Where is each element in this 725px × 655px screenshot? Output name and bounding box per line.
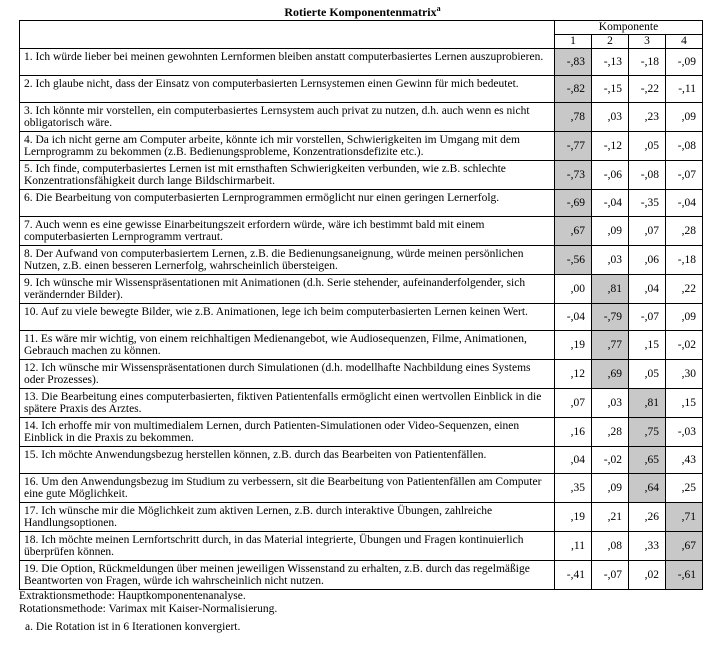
table-row <box>20 49 703 76</box>
loading-value-component-3: -,18 <box>629 49 666 76</box>
table-row <box>20 331 703 360</box>
item-text: 11. Es wäre mir wichtig, von einem reichhaltigen Medienangebot, wie Audiosequenzen, Filme, Animationen, Gebrauch machen zu können. <box>20 331 555 360</box>
loading-value-component-2: ,03 <box>592 389 629 418</box>
loading-value-component-2: ,03 <box>592 103 629 132</box>
loading-value-component-4: ,15 <box>666 389 703 418</box>
loading-value-component-1: ,19 <box>555 331 592 360</box>
loading-value-component-2: -,15 <box>592 76 629 103</box>
loading-value-component-2: ,09 <box>592 217 629 246</box>
loading-value-component-4: -,11 <box>666 76 703 103</box>
table-row <box>20 246 703 275</box>
item-text: 2. Ich glaube nicht, dass der Einsatz von computerbasierten Lernsystemen einen Gewinn für mich bedeutet. <box>20 76 555 103</box>
loading-value-component-1: ,07 <box>555 389 592 418</box>
item-text: 17. Ich wünsche mir die Möglichkeit zum aktiven Lernen, z.B. durch interaktive Übungen, zahlreiche Handlungsoptionen. <box>20 503 555 532</box>
loading-value-component-1: -,41 <box>555 561 592 590</box>
loading-value-component-4: -,07 <box>666 161 703 190</box>
item-text: 10. Auf zu viele bewegte Bilder, wie z.B. Animationen, lege ich beim computerbasierten Lernen keinen Wert. <box>20 304 555 331</box>
loading-value-component-1: -,82 <box>555 76 592 103</box>
table-title-footnote-marker: a <box>436 4 441 13</box>
loading-value-component-1: -,56 <box>555 246 592 275</box>
loading-value-component-3: ,04 <box>629 275 666 304</box>
loading-value-component-1: ,00 <box>555 275 592 304</box>
loading-value-component-3: -,22 <box>629 76 666 103</box>
loading-value-component-1: ,78 <box>555 103 592 132</box>
loading-value-component-2: ,28 <box>592 418 629 447</box>
loading-value-component-2: -,06 <box>592 161 629 190</box>
loading-value-component-3: ,33 <box>629 532 666 561</box>
table-row <box>20 561 703 590</box>
table-row <box>20 447 703 474</box>
item-text: 18. Ich möchte meinen Lernfortschritt durch, in das Material integrierte, Übungen und Fragen kontinuierlich überprüfen können. <box>20 532 555 561</box>
component-column-header-2: 2 <box>592 35 629 49</box>
item-text: 9. Ich wünsche mir Wissenspräsentationen mit Animationen (d.h. Serie stehender, aufeinanderfolgender, sich verändernder Bilder). <box>20 275 555 304</box>
loading-value-component-4: -,04 <box>666 190 703 217</box>
loading-value-component-1: ,04 <box>555 447 592 474</box>
item-text: 6. Die Bearbeitung von computerbasierten Lernprogrammen ermöglicht nur einen geringen Lernerfolg. <box>20 190 555 217</box>
table-row <box>20 389 703 418</box>
item-text: 13. Die Bearbeitung eines computerbasierten, fiktiven Patientenfalls ermöglicht einen wertvollen Einblick in die spätere Praxis des Arztes. <box>20 389 555 418</box>
table-row <box>20 275 703 304</box>
header-empty-cell <box>20 21 555 49</box>
table-title <box>0 2 725 19</box>
loading-value-component-4: -,61 <box>666 561 703 590</box>
loading-value-component-4: -,08 <box>666 132 703 161</box>
loading-value-component-1: -,77 <box>555 132 592 161</box>
table-row <box>20 132 703 161</box>
item-text: 12. Ich wünsche mir Wissenspräsentationen durch Simulationen (d.h. modellhafte Nachbildung eines Systems oder Prozesses). <box>20 360 555 389</box>
table-row <box>20 103 703 132</box>
loading-value-component-2: ,09 <box>592 474 629 503</box>
loading-value-component-4: ,25 <box>666 474 703 503</box>
component-matrix-table <box>19 20 703 590</box>
loading-value-component-3: ,26 <box>629 503 666 532</box>
loading-value-component-4: ,09 <box>666 304 703 331</box>
table-row <box>20 360 703 389</box>
table-row <box>20 532 703 561</box>
loading-value-component-2: -,02 <box>592 447 629 474</box>
loading-value-component-1: ,19 <box>555 503 592 532</box>
extraction-method-note: Extraktionsmethode: Hauptkomponentenanalyse. <box>19 590 246 602</box>
item-text: 3. Ich könnte mir vorstellen, ein computerbasiertes Lernsystem auch privat zu nutzen, d.h. auch wenn es nicht obligatorisch wäre. <box>20 103 555 132</box>
rotation-method-note: Rotationsmethode: Varimax mit Kaiser-Normalisierung. <box>19 603 278 615</box>
loading-value-component-1: -,73 <box>555 161 592 190</box>
loading-value-component-3: -,08 <box>629 161 666 190</box>
loading-value-component-2: -,07 <box>592 561 629 590</box>
loading-value-component-2: ,08 <box>592 532 629 561</box>
loading-value-component-2: -,12 <box>592 132 629 161</box>
loading-value-component-3: ,02 <box>629 561 666 590</box>
loading-value-component-3: ,06 <box>629 246 666 275</box>
item-text: 5. Ich finde, computerbasiertes Lernen ist mit ernsthaften Schwierigkeiten verbunden, wie z.B. schlechte Konzentrationsfähigkeit durch lange Bildschirmarbeit. <box>20 161 555 190</box>
loading-value-component-4: -,09 <box>666 49 703 76</box>
loading-value-component-3: ,05 <box>629 360 666 389</box>
matrix-body <box>20 49 703 590</box>
loading-value-component-4: ,28 <box>666 217 703 246</box>
item-text: 15. Ich möchte Anwendungsbezug herstellen können, z.B. durch das Bearbeiten von Patientenfällen. <box>20 447 555 474</box>
loading-value-component-3: ,23 <box>629 103 666 132</box>
loading-value-component-2: -,04 <box>592 190 629 217</box>
loading-value-component-3: ,81 <box>629 389 666 418</box>
table-row <box>20 76 703 103</box>
loading-value-component-3: ,75 <box>629 418 666 447</box>
table-row <box>20 217 703 246</box>
item-text: 1. Ich würde lieber bei meinen gewohnten Lernformen bleiben anstatt computerbasiertes Lernen auszuprobieren. <box>20 49 555 76</box>
loading-value-component-1: ,67 <box>555 217 592 246</box>
loading-value-component-1: -,69 <box>555 190 592 217</box>
loading-value-component-2: ,81 <box>592 275 629 304</box>
loading-value-component-4: ,09 <box>666 103 703 132</box>
item-text: 7. Auch wenn es eine gewisse Einarbeitungszeit erfordern würde, wäre ich bestimmt bald mit einem computerbasierten Lernprogramm vertraut. <box>20 217 555 246</box>
table-row <box>20 161 703 190</box>
loading-value-component-1: -,04 <box>555 304 592 331</box>
loading-value-component-4: ,67 <box>666 532 703 561</box>
loading-value-component-3: ,05 <box>629 132 666 161</box>
item-text: 19. Die Option, Rückmeldungen über meinen jeweiligen Wissenstand zu erhalten, z.B. durch das regelmäßige Beantworten von Fragen, würde ich wahrscheinlich nicht nutzen. <box>20 561 555 590</box>
loading-value-component-4: ,30 <box>666 360 703 389</box>
loading-value-component-1: ,16 <box>555 418 592 447</box>
header-row-group <box>20 21 703 35</box>
item-text: 14. Ich erhoffe mir von multimedialem Lernen, durch Patienten-Simulationen oder Video-Sequenzen, einen Einblick in die Praxis zu bekommen. <box>20 418 555 447</box>
loading-value-component-1: ,12 <box>555 360 592 389</box>
loading-value-component-2: ,69 <box>592 360 629 389</box>
loading-value-component-3: -,35 <box>629 190 666 217</box>
table-row <box>20 190 703 217</box>
loading-value-component-2: ,77 <box>592 331 629 360</box>
table-footer <box>19 590 725 634</box>
loading-value-component-3: ,64 <box>629 474 666 503</box>
loading-value-component-3: ,07 <box>629 217 666 246</box>
table-row <box>20 474 703 503</box>
loading-value-component-1: ,35 <box>555 474 592 503</box>
loading-value-component-2: -,13 <box>592 49 629 76</box>
loading-value-component-4: ,43 <box>666 447 703 474</box>
loading-value-component-4: ,71 <box>666 503 703 532</box>
component-column-header-1: 1 <box>555 35 592 49</box>
loading-value-component-4: -,02 <box>666 331 703 360</box>
loading-value-component-4: ,22 <box>666 275 703 304</box>
loading-value-component-2: ,03 <box>592 246 629 275</box>
loading-value-component-1: ,11 <box>555 532 592 561</box>
component-column-header-4: 4 <box>666 35 703 49</box>
table-row <box>20 304 703 331</box>
rotation-footnote: a. Die Rotation ist in 6 Iterationen konvergiert. <box>25 621 241 633</box>
loading-value-component-3: ,15 <box>629 331 666 360</box>
item-text: 16. Um den Anwendungsbezug im Studium zu verbessern, sit die Bearbeitung von Patientenfällen am Computer eine gute Möglichkeit. <box>20 474 555 503</box>
loading-value-component-1: -,83 <box>555 49 592 76</box>
loading-value-component-3: ,65 <box>629 447 666 474</box>
loading-value-component-4: -,03 <box>666 418 703 447</box>
table-row <box>20 418 703 447</box>
loading-value-component-4: -,18 <box>666 246 703 275</box>
table-title-text: Rotierte Komponentenmatrix <box>284 5 437 19</box>
item-text: 8. Der Aufwand von computerbasiertem Lernen, z.B. die Bedienungsaneignung, würde meinen persönlichen Nutzen, z.B. einen besseren Lernerfolg, wahrscheinlich übersteigen. <box>20 246 555 275</box>
loading-value-component-2: ,21 <box>592 503 629 532</box>
loading-value-component-3: -,07 <box>629 304 666 331</box>
component-column-header-3: 3 <box>629 35 666 49</box>
item-text: 4. Da ich nicht gerne am Computer arbeite, könnte ich mir vorstellen, Schwierigkeiten im Umgang mit dem Lernprogramm zu bekommen (z.B. Bedienungsprobleme, Konzentrationsdefizite etc.). <box>20 132 555 161</box>
table-row <box>20 503 703 532</box>
loading-value-component-2: -,79 <box>592 304 629 331</box>
component-group-header: Komponente <box>555 21 703 35</box>
